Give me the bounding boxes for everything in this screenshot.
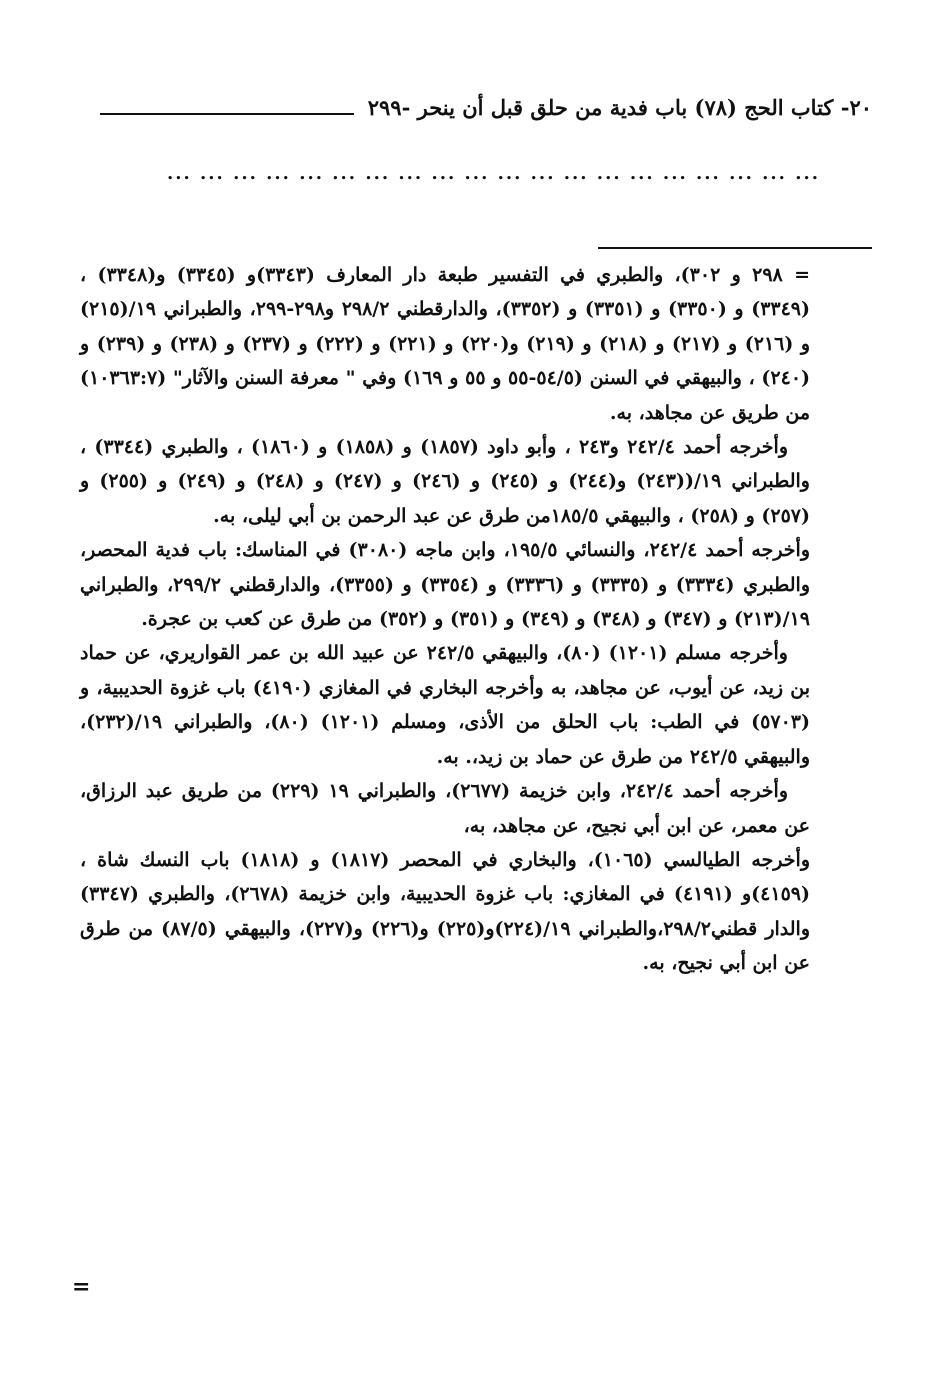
separator-dots: ... ... ... ... ... ... ... ... ... ... ... ... ... ... ... ... ... ... ... ... — [166, 163, 820, 184]
footnote-paragraph: وأخرجه أحمد ٢٤٢/٤، والنسائي ١٩٥/٥، وابن ماجه (٣٠٨٠) في المناسك: باب فدية المحصر، والطبري (٣٣٣٤) و (٣٣٣٥) و (٣٣٣٦) و (٣٣٥٤) و (٣٣٥٥)، والدارقطني ٢٩٩/٢، والطبراني ١٩/(٢١٣) و (٣٤٧) و (٣٤٨) و (٣٤٩) و (٣٥١) و (٣٥٢) من طرق عن كعب بن عجرة. — [80, 539, 811, 631]
continuation-mark: = — [72, 1274, 91, 1300]
footnote-paragraph: وأخرجه أحمد ٢٤٢/٤ و٢٤٣ ، وأبو داود (١٨٥٧) و (١٨٥٨) و (١٨٦٠) ، والطبري (٣٣٤٤) ، والطبراني ١٩/((٢٤٣) و(٢٤٤) و (٢٤٥) و (٢٤٦) و (٢٤٧) و (٢٤٨) و (٢٤٩) و (٢٥٥) و (٢٥٧) و (٢٥٨) ، والبيهقي ١٨٥/٥من طرق عن عبد الرحمن بن أبي ليلى، به. — [80, 436, 810, 527]
footnote-paragraph: وأخرجه مسلم (١٢٠١) (٨٠)، والبيهقي ٢٤٢/٥ عن عبيد الله بن عمر القواريري، عن حماد بن زيد، عن أيوب، عن مجاهد، به وأخرجه البخاري في المغازي (٤١٩٠) باب غزوة الحديبية، و (٥٧٠٣) في الطب: باب الحلق من الأذى، ومسلم (١٢٠١) (٨٠)، والطبراني ١٩/(٢٣٢)، والبيهقي ٢٤٢/٥ من طرق عن حماد بن زيد،. به. — [80, 642, 810, 768]
footnote-paragraph: وأخرجه أحمد ٢٤٢/٤، وابن خزيمة (٢٦٧٧)، والطبراني ١٩ (٢٢٩) من طريق عبد الرزاق، عن معمر، عن ابن أبي نجيح، عن مجاهد، به، — [80, 780, 810, 837]
footnote-divider — [598, 247, 872, 249]
footnote-paragraph: = ٢٩٨ و ٣٠٢)، والطبري في التفسير طبعة دار المعارف (٣٣٤٣)و (٣٣٤٥) و(٣٣٤٨) ، (٣٣٤٩) و (٣٣٥٠) و (٣٣٥١) و (٣٣٥٢)، والدارقطني ٢٩٨/٢ و٢٩٨-٢٩٩، والطبراني ١٩/(٢١٥) و (٢١٦) و (٢١٧) و (٢١٨) و (٢١٩) و(٢٢٠) و (٢٢١) و (٢٢٢) و (٢٣٧) و (٢٣٨) و (٢٣٩) و (٢٤٠) ، والبيهقي في السنن (٥٤/٥-٥٥ و ٥٥ و ١٦٩) وفي " معرفة السنن والآثار" (١٠٣٦٣:٧) من طريق عن مجاهد، به. — [80, 264, 811, 424]
footnote-paragraph: وأخرجه الطيالسي (١٠٦٥)، والبخاري في المحصر (١٨١٧) و (١٨١٨) باب النسك شاة ، (٤١٥٩)و (٤١٩١) في المغازي: باب غزوة الحديبية، وابن خزيمة (٢٦٧٨)، والطبري (٣٣٤٧) والدار قطني٢٩٨/٢،والطبراني ١٩/(٢٢٤)و(٢٢٥) و(٢٢٦) و(٢٢٧)، والبيهقي (٨٧/٥) من طرق عن ابن أبي نجيح، به. — [80, 848, 810, 975]
header-title: ٢٠- كتاب الحج (٧٨) باب فدية من حلق قبل أن ينحر -٢٩٩ — [367, 94, 872, 120]
running-header — [100, 82, 872, 122]
header-rule — [100, 113, 354, 115]
footnotes — [80, 258, 810, 981]
